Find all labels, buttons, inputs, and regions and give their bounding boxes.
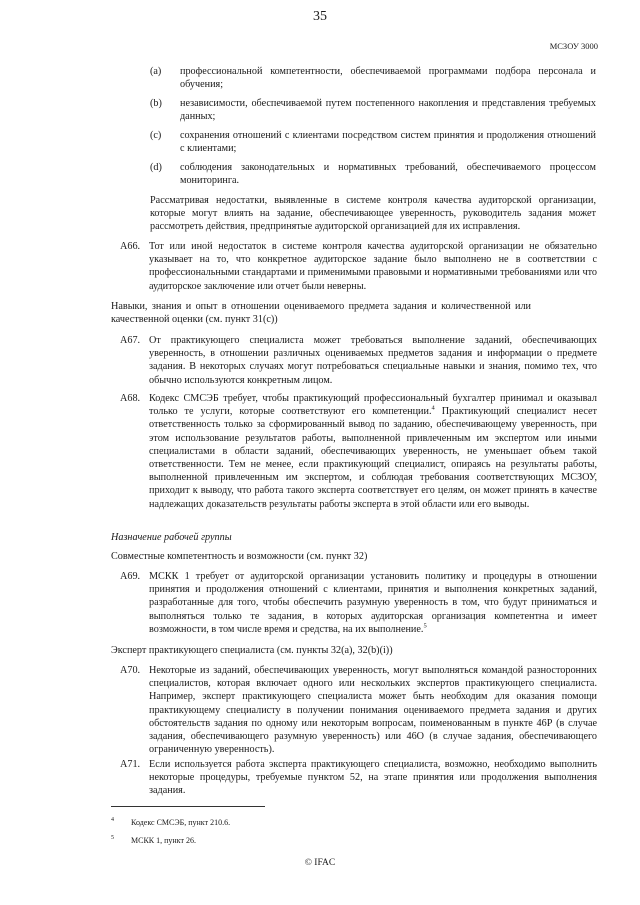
paragraph-number: A69. [120,571,141,582]
paragraph-A70 [120,664,597,756]
list-item [150,129,596,155]
paragraph-text: Некоторые из заданий, обеспечивающих уверенность, могут выполняться командой разносторонних специалистов, которая включает одного или нескольких экспертов практикующего специалиста. Например, эксперт практикующего специалиста может быть необходим для оказания помощи практикующему специалисту в получении понимания оцениваемого предмета задания и других обстоятельств задания по одному или некоторым вопросам, поименованным в пункте 46Р (в случае задания, обеспечивающего разумную уверенность) или 46О (в случае задания, обеспечивающего ограниченную уверенность). [149,665,597,756]
footnote-text: Кодекс СМСЭБ, пункт 210.6. [131,818,231,827]
footnote-text: МСКК 1, пункт 26. [131,836,196,845]
page-footer: © IFAC [304,858,336,868]
paragraph-text-part: Практикующий специалист несет ответственность только за сформированный вывод по заданию, обеспечивающему уверенность, при этом использование результатов работы, выполненной привлеченным им экспертом или иными специалистами в области заданий, обеспечивающих уверенность, не уменьшает объем такой ответственности. Тем не менее, если практикующий специалист, опираясь на результаты работы, выполненной привлеченным им экспертом, и соблюдая требования соответствующих МСЗОУ, приходит к выводу, что работа такого эксперта соответствует его целям, он может принять в качестве надлежащих доказательств результаты работы эксперта в этой области или его выводы. [149,406,597,510]
list-item [150,161,596,187]
footnote-ref: 5 [423,622,427,630]
page-number: 35 [313,9,327,24]
section-heading-italic: Назначение рабочей группы [111,532,232,543]
list-label: (c) [150,130,162,141]
paragraph-A68 [120,392,597,511]
paragraph-text [149,570,597,636]
paragraph-number: A67. [120,335,141,346]
paragraph-text: От практикующего специалиста может требоваться выполнение заданий, обеспечивающих уверенность, в отношении различных оцениваемых предметов задания и информации о предмете задания. В некоторых случаях могут потребоваться специальные навыки и знания, помимо тех, что обычно используются конкретным лицом. [149,335,597,386]
intro-paragraph: Рассматривая недостатки, выявленные в системе контроля качества аудиторской организации, которые могут влиять на задание, обеспечивающее уверенность, руководитель задания может рассмотреть действия, предпринятые аудиторской организацией для их исправления. [150,195,596,233]
section-heading: Совместные компетентность и возможности (см. пункт 32) [111,551,368,562]
footnote-ref: 4 [431,404,435,412]
footnote-mark: 4 [111,817,114,823]
paragraph-number: A71. [120,759,141,770]
list-label: (d) [150,162,162,173]
paragraph-A67 [120,334,597,387]
paragraph-number: A68. [120,393,141,404]
list-item [150,97,596,123]
list-text: соблюдения законодательных и нормативных требований, обеспечиваемого процессом мониторинга. [180,162,596,187]
footnote-mark: 5 [111,835,114,841]
list-label: (b) [150,98,162,109]
paragraph-A69 [120,570,597,636]
list-item [150,65,596,91]
section-heading: Эксперт практикующего специалиста (см. пункты 32(a), 32(b)(i)) [111,645,393,656]
paragraph-number: A66. [120,241,141,252]
footnote [111,816,230,829]
list-text: сохранения отношений с клиентами посредством систем принятия и продолжения отношений с клиентами; [180,130,596,155]
section-heading: Навыки, знания и опыт в отношении оцениваемого предмета задания и количественной или качественной оценки (см. пункт 31(c)) [111,301,531,326]
list-text: независимости, обеспечиваемой путем постепенного накопления и представления требуемых данных; [180,98,596,123]
footnote [111,834,196,847]
paragraph-text: Тот или иной недостаток в системе контроля качества аудиторской организации не обязательно указывает на то, что конкретное аудиторское задание было выполнено не в соответствии с профессиональными стандартами и применимыми правовыми и нормативными требованиями или что аудиторское заключение или отчет были неверны. [149,241,597,292]
paragraph-text-part: Кодекс СМСЭБ требует, чтобы практикующий профессиональный бухгалтер принимал и оказывал только те услуги, которые соответствуют его компетенции. [149,393,597,418]
paragraph-number: A70. [120,665,141,676]
paragraph-text-part: МСКК 1 требует от аудиторской организации установить политику и процедуры в отношении принятия и продолжения отношений с клиентами, принятия и выполнения конкретных заданий, разработанные для того, чтобы обеспечить разумную уверенность в том, что будут приниматься и выполняться только те задания, в которых аудиторская организация компетентна и имеет возможности, в том числе время и средства, на их выполнение. [149,571,597,635]
paragraph-A66 [120,240,597,293]
paragraph-text [149,392,597,511]
list-label: (a) [150,66,162,77]
paragraph-A71 [120,758,597,798]
paragraph-text: Если используется работа эксперта практикующего специалиста, возможно, необходимо выполнить некоторые процедуры, требуемые пунктом 52, на этапе принятия или продолжения выполнения задания. [149,759,597,797]
standard-code: МСЗОУ 3000 [549,41,598,51]
footnote-divider [111,806,265,807]
list-text: профессиональной компетентности, обеспечиваемой программами подбора персонала и обучения; [180,66,596,91]
